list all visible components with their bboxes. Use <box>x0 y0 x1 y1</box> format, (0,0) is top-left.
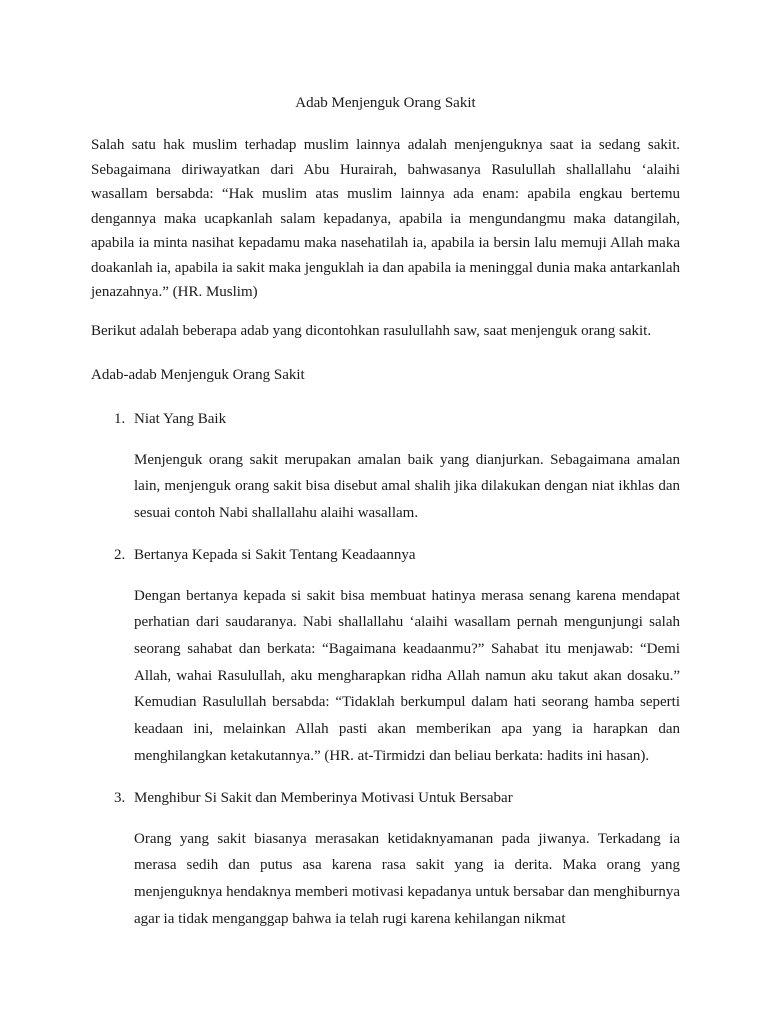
document-title: Adab Menjenguk Orang Sakit <box>295 95 476 111</box>
list-item-number: 1. <box>114 410 126 427</box>
list-item-title: Menghibur Si Sakit dan Memberinya Motivasi Untuk Bersabar <box>134 789 513 806</box>
list-item-number: 3. <box>114 789 126 806</box>
lead-paragraph: Berikut adalah beberapa adab yang dicontohkan rasulullahh saw, saat menjenguk orang sakit. <box>91 322 652 339</box>
intro-paragraph: Salah satu hak muslim terhadap muslim lainnya adalah menjenguknya saat ia sedang sakit. Sebagaimana diriwayatkan dari Abu Hurairah, bahwasanya Rasulullah shallallahu ‘alaihi wasallam bersabda: “Hak muslim atas muslim lainnya ada enam: apabila engkau bertemu dengannya maka ucapkanlah salam kepadanya, apabila ia mengundangmu maka datangilah, apabila ia minta nasihat kepadamu maka nasehatilah ia, apabila ia bersin lalu memuji Allah maka doakanlah ia, apabila ia sakit maka jenguklah ia dan apabila ia meninggal dunia maka antarkanlah jenazahnya.” (HR. Muslim) <box>91 137 680 300</box>
list-item-number: 2. <box>114 546 126 563</box>
list-item-heading <box>91 407 680 431</box>
list-item-title: Bertanya Kepada si Sakit Tentang Keadaannya <box>134 546 416 563</box>
list-item <box>91 543 680 770</box>
list-item-title: Niat Yang Baik <box>134 410 227 427</box>
list-item-body: Menjenguk orang sakit merupakan amalan baik yang dianjurkan. Sebagaimana amalan lain, menjenguk orang sakit bisa disebut amal shalih jika dilakukan dengan niat ikhlas dan sesuai contoh Nabi shallallahu alaihi wasallam. <box>134 451 680 521</box>
list-item <box>91 407 680 527</box>
section-subheading: Adab-adab Menjenguk Orang Sakit <box>91 366 305 383</box>
list-item-heading <box>91 543 680 567</box>
list-item-body: Orang yang sakit biasanya merasakan ketidaknyamanan pada jiwanya. Terkadang ia merasa sedih dan putus asa karena rasa sakit yang ia derita. Maka orang yang menjenguknya hendaknya memberi motivasi kepadanya untuk bersabar dan menghiburnya agar ia tidak menganggap bahwa ia telah rugi karena kehilangan nikmat <box>134 830 680 927</box>
list-item-heading <box>91 786 680 810</box>
adab-list <box>91 407 680 933</box>
list-item-body: Dengan bertanya kepada si sakit bisa membuat hatinya merasa senang karena mendapat perhatian dari saudaranya. Nabi shallallahu ‘alaihi wasallam pernah mengunjungi salah seorang sahabat dan berkata: “Bagaimana keadaanmu?” Sahabat itu menjawab: “Demi Allah, wahai Rasulullah, aku mengharapkan ridha Allah namun aku takut akan dosaku.” Kemudian Rasulullah bersabda: “Tidaklah berkumpul dalam hati seorang hamba seperti keadaan ini, melainkan Allah pasti akan memberikan apa yang ia harapkan dan menghilangkan ketakutannya.” (HR. at-Tirmidzi dan beliau berkata: hadits ini hasan). <box>134 587 680 764</box>
list-item <box>91 786 680 933</box>
